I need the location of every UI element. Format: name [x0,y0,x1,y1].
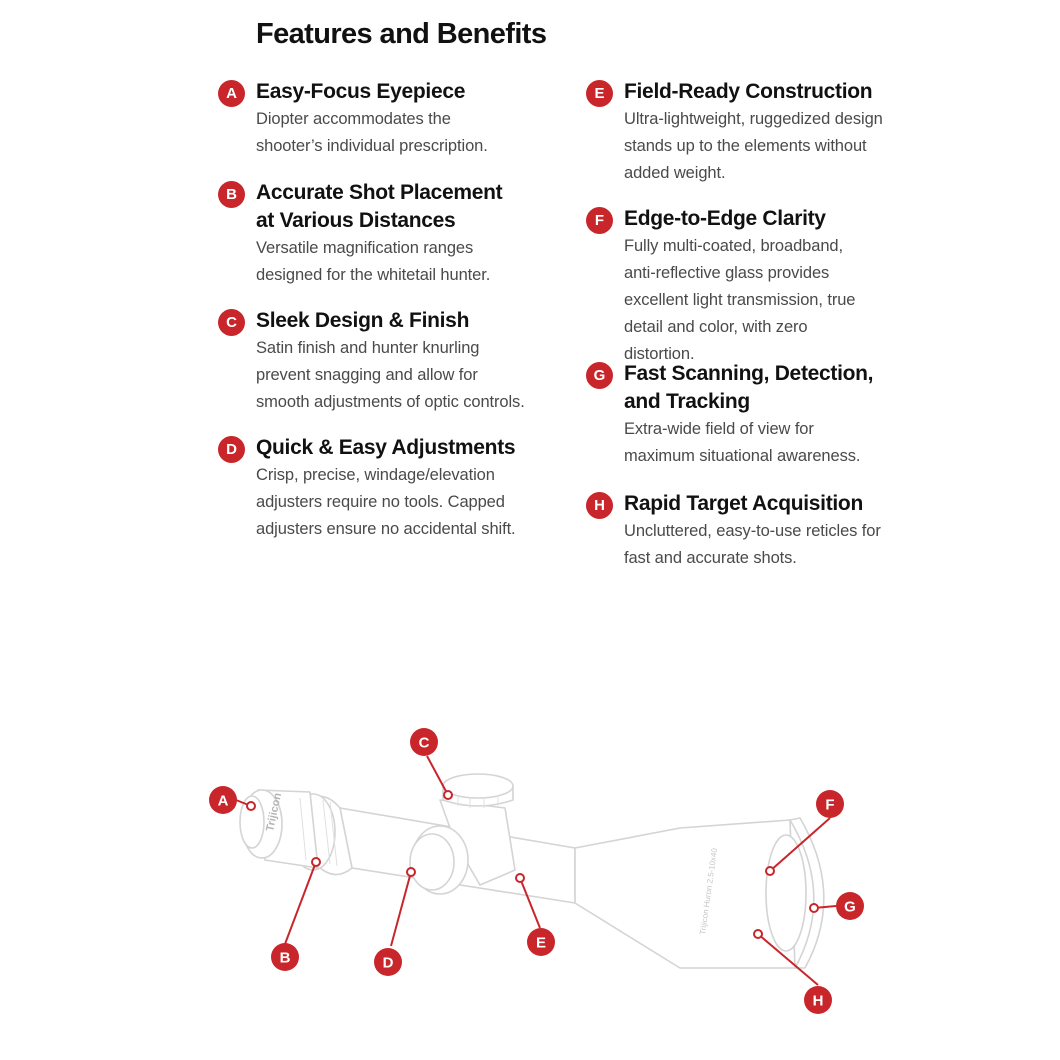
feature-title: Edge-to-Edge Clarity [624,207,826,230]
feature-e [594,78,934,187]
feature-badge: D [218,436,245,463]
feature-badge: B [218,181,245,208]
feature-title: Easy-Focus Eyepiece [256,80,466,103]
anchor-c [444,791,452,799]
anchor-b [312,858,320,866]
anchor-f [766,867,774,875]
callout-d [374,948,402,976]
feature-badge: F [586,207,613,234]
callout-c [410,728,438,756]
feature-description: Satin finish and hunter knurling prevent snagging and allow for smooth adjustments of optic controls. [256,339,525,411]
scope-brand-text: Trijicon [264,791,285,833]
feature-f [594,205,934,368]
feature-badge: A [218,80,245,107]
scope-model-text: Trijicon Huron 2.5-10x40 [698,847,720,936]
feature-title: Accurate Shot Placement at Various Distances [256,181,503,232]
anchor-g [810,904,818,912]
page-title: Features and Benefits [256,18,547,50]
svg-text:B: B [279,949,291,967]
feature-badge: C [218,309,245,336]
feature-c [226,307,566,416]
feature-title: Sleek Design & Finish [256,309,470,332]
svg-text:F: F [825,796,835,814]
callout-a [209,786,237,814]
feature-badge: G [586,362,613,389]
svg-text:H: H [812,992,824,1010]
feature-description: Extra-wide field of view for maximum situational awareness. [624,420,861,465]
callout-b [271,943,299,971]
feature-badge: E [586,80,613,107]
scope-diagram [0,700,1060,1040]
scope-objective-lens [766,835,806,951]
anchor-e [516,874,524,882]
anchor-a [247,802,255,810]
svg-text:A: A [217,792,229,810]
feature-g [593,360,934,470]
feature-title: Fast Scanning, Detection, and Tracking [624,362,874,413]
svg-text:C: C [418,734,430,752]
feature-description: Uncluttered, easy-to-use reticles for fast and accurate shots. [624,522,881,567]
feature-description: Diopter accommodates the shooter’s individual prescription. [256,110,488,155]
feature-description: Crisp, precise, windage/elevation adjusters require no tools. Capped adjusters ensure no accidental shift. [256,466,516,538]
feature-d [226,434,566,543]
svg-text:G: G [844,898,856,916]
feature-description: Fully multi-coated, broadband, anti-reflective glass provides excellent light transmission, true detail and color, with zero distortion. [624,237,856,363]
feature-b [226,179,566,289]
feature-h [594,490,934,572]
feature-badge: H [586,492,613,519]
feature-title: Rapid Target Acquisition [624,492,863,515]
callout-h [804,986,832,1014]
anchor-h [754,930,762,938]
feature-title: Field-Ready Construction [624,80,873,103]
feature-title: Quick & Easy Adjustments [256,436,516,459]
feature-description: Versatile magnification ranges designed for the whitetail hunter. [256,239,491,284]
anchor-d [407,868,415,876]
scope-objective-bell [575,820,795,968]
feature-a [226,78,566,160]
feature-description: Ultra-lightweight, ruggedized design stands up to the elements without added weight. [624,110,883,182]
svg-text:D: D [382,954,394,972]
callout-g [836,892,864,920]
callout-f [816,790,844,818]
svg-text:E: E [535,934,547,952]
callout-e [527,928,555,956]
